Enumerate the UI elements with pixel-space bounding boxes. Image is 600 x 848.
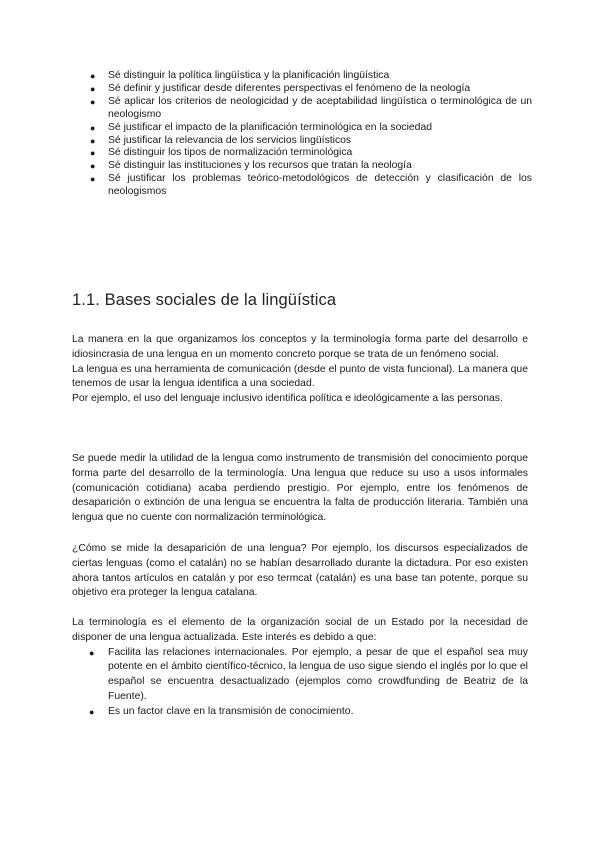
bullet-icon: ● bbox=[89, 647, 95, 658]
section-heading: 1.1. Bases sociales de la lingüística bbox=[72, 291, 337, 309]
bullet-icon: ● bbox=[90, 148, 96, 159]
paragraph-group-2 bbox=[72, 452, 528, 526]
list-item: ● Sé distinguir los tipos de normalización terminológica bbox=[90, 147, 353, 159]
list-item: ● Sé definir y justificar desde diferentes perspectivas el fenómeno de la neología bbox=[90, 82, 471, 94]
bullet-icon: ● bbox=[90, 71, 96, 81]
paragraph: ¿Cómo se mide la desaparición de una lengua? Por ejemplo, los discursos especializados de ciertas lenguas (como el catalán) no se habían desarrollado durante la dictadura. Por eso existen ahora tantos artículos en catalán y por eso termcat (catalán) es una base tan potente, porque su objetivo era proteger la lengua catalana. bbox=[72, 543, 528, 599]
reasons-list bbox=[72, 646, 528, 720]
list-item: ● Es un factor clave en la transmisión de conocimiento. bbox=[72, 705, 528, 720]
bullet-icon: ● bbox=[90, 96, 96, 107]
bullet-icon: ● bbox=[90, 83, 96, 94]
list-item: ● Sé justificar la relevancia de los servicios lingüísticos bbox=[90, 134, 352, 146]
paragraph: Por ejemplo, el uso del lenguaje inclusivo identifica política e ideológicamente a las personas. bbox=[72, 393, 503, 405]
paragraph: La lengua es una herramienta de comunicación (desde el punto de vista funcional). La manera que tenemos de usar la lengua identifica a una sociedad. bbox=[72, 363, 528, 390]
learning-objectives-list bbox=[72, 70, 532, 199]
bullet-icon: ● bbox=[90, 161, 96, 172]
paragraph-group-1 bbox=[72, 333, 528, 407]
list-item: ● Facilita las relaciones internacionales. Por ejemplo, a pesar de que el español sea muy potente en el ámbito científico-técnico, la lengua de uso sigue siendo el inglés por lo que el español se encuentra desactualizado (ejemplos como crowdfunding de Beatriz de la Fuente). bbox=[89, 646, 528, 702]
paragraph: Se puede medir la utilidad de la lengua como instrumento de transmisión del conocimiento porque forma parte del desarrollo de la terminología. Una lengua que reduce su uso a usos informales (comunicación cotidiana) acaba perdiendo prestigio. Por ejemplo, entre los fenómenos de desaparición o extinción de una lengua se encuentra la falta de producción literaria. También una lengua que no cuente con normalización terminológica. bbox=[72, 453, 528, 524]
paragraph: La manera en la que organizamos los conceptos y la terminología forma parte del desarrollo e idiosincrasia de una lengua en un momento concreto porque se trata de un fenómeno social. bbox=[72, 334, 528, 360]
paragraph-group-4 bbox=[72, 616, 528, 720]
list-item: ● Sé justificar el impacto de la planificación terminológica en la sociedad bbox=[90, 121, 433, 133]
bullet-icon: ● bbox=[89, 706, 95, 717]
list-item: ● Sé distinguir las instituciones y los recursos que tratan la neología bbox=[90, 160, 412, 172]
bullet-icon: ● bbox=[90, 122, 96, 133]
bullet-icon: ● bbox=[90, 135, 96, 146]
bullet-icon: ● bbox=[90, 174, 96, 185]
list-item: ● Sé distinguir la política lingüística y la planificación lingüística bbox=[90, 70, 390, 81]
list-item: ● Sé justificar los problemas teórico-metodológicos de detección y clasificación de los neologismos bbox=[90, 173, 532, 198]
paragraph-group-3 bbox=[72, 542, 528, 601]
list-item: ● Sé aplicar los criterios de neologicidad y de aceptabilidad lingüística o terminológica de un neologismo bbox=[90, 95, 532, 120]
paragraph: La terminología es el elemento de la organización social de un Estado por la necesidad de disponer de una lengua actualizada. Este interés es debido a que: bbox=[72, 617, 528, 643]
